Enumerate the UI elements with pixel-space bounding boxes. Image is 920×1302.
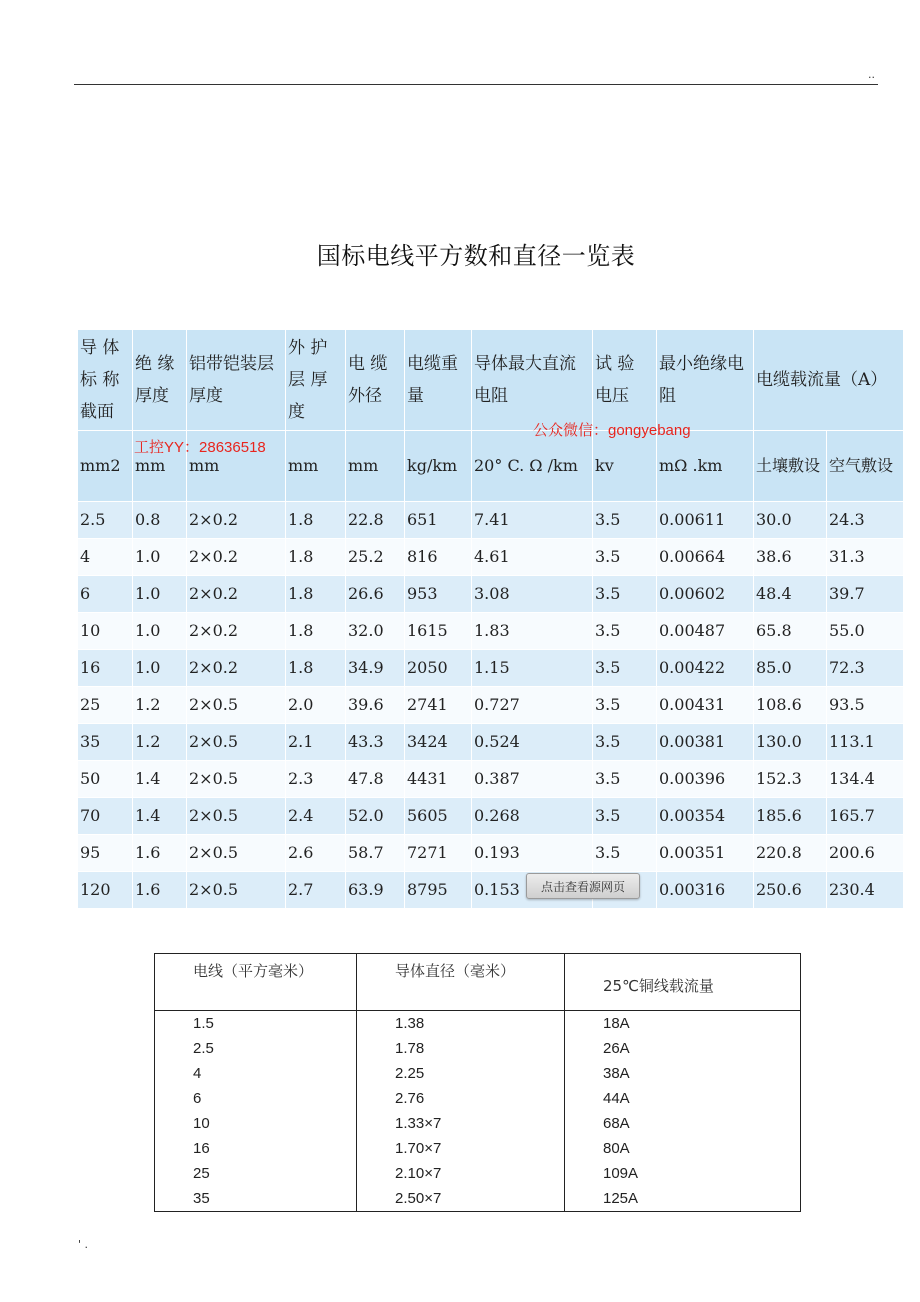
table-cell: 2×0.5 [187,798,286,835]
table-cell: 0.00316 [657,872,754,909]
table-cell: 953 [405,576,472,613]
table-cell: 1.0 [133,613,187,650]
table-cell: 2.76 [357,1086,565,1111]
table-cell: 120 [78,872,133,909]
header-cell: 电 缆 外径 [346,330,405,431]
table-cell: 230.4 [827,872,904,909]
table-cell: 2.7 [286,872,346,909]
table-row [78,613,904,650]
table-cell: 0.00431 [657,687,754,724]
unit-cell: 20° C. Ω /km [472,431,593,502]
table-cell: 26.6 [346,576,405,613]
table-row [155,1186,801,1212]
table-cell: 2×0.2 [187,539,286,576]
table-cell: 1.38 [357,1011,565,1037]
table-cell: 0.00396 [657,761,754,798]
table-cell: 0.727 [472,687,593,724]
table-cell: 1.15 [472,650,593,687]
table-cell: 43.3 [346,724,405,761]
unit-cell: 土壤敷设 [754,431,827,502]
table-cell: 2×0.5 [187,761,286,798]
cable-spec-table-image [77,329,903,909]
header-cell: 铝带铠装层厚度 [187,330,286,431]
table-cell: 2.50×7 [357,1186,565,1212]
table-row [155,1111,801,1136]
table-row [78,761,904,798]
table-cell: 8795 [405,872,472,909]
table-cell: 3424 [405,724,472,761]
table-cell: 200.6 [827,835,904,872]
table-cell: 2×0.5 [187,687,286,724]
table-cell: 0.00611 [657,502,754,539]
table-cell: 3.5 [593,835,657,872]
table-cell: 35 [155,1186,357,1212]
table-cell: 38A [565,1061,801,1086]
unit-cell: mm2 [78,431,133,502]
table-cell: 7.41 [472,502,593,539]
table-cell: 2050 [405,650,472,687]
table-row [155,1086,801,1111]
table-cell: 2×0.2 [187,650,286,687]
table-cell: 0.268 [472,798,593,835]
table-cell: 4 [155,1061,357,1086]
table-cell: 38.6 [754,539,827,576]
table-cell: 95 [78,835,133,872]
table-cell: 31.3 [827,539,904,576]
table-header-row [78,330,904,431]
header-dots: .. [868,68,875,81]
table-cell: 0.00422 [657,650,754,687]
table-cell: 32.0 [346,613,405,650]
table-cell: 3.5 [593,576,657,613]
table-row [78,576,904,613]
table-row [78,650,904,687]
table-row [78,835,904,872]
table-cell: 3.5 [593,539,657,576]
table-cell: 39.7 [827,576,904,613]
header-cell: 外 护 层 厚 度 [286,330,346,431]
table-cell: 24.3 [827,502,904,539]
table-header-row [155,954,801,1011]
table-cell: 72.3 [827,650,904,687]
table-cell: 2.5 [155,1036,357,1061]
table-row [155,1161,801,1186]
table-cell: 0.193 [472,835,593,872]
table-cell: 68A [565,1111,801,1136]
table-cell: 34.9 [346,650,405,687]
table-cell: 1615 [405,613,472,650]
table-cell: 220.8 [754,835,827,872]
wire-diameter-table [154,953,801,1212]
table-cell: 109A [565,1161,801,1186]
table-cell: 0.00664 [657,539,754,576]
header-cell: 最小绝缘电阻 [657,330,754,431]
table-cell: 4 [78,539,133,576]
unit-cell: mΩ .km [657,431,754,502]
header-cell: 电缆载流量（A） [754,330,904,431]
table-cell: 44A [565,1086,801,1111]
table-cell: 1.33×7 [357,1111,565,1136]
header-cell: 导 体 标 称 截面 [78,330,133,431]
table-cell: 2×0.2 [187,613,286,650]
header-cell: 25℃铜线载流量 [565,954,801,1011]
table-cell: 0.00381 [657,724,754,761]
unit-cell: mm [187,431,286,502]
table-cell: 10 [78,613,133,650]
table-row [78,502,904,539]
table-cell: 3.08 [472,576,593,613]
table-cell: 1.8 [286,539,346,576]
table-cell: 2.25 [357,1061,565,1086]
table-cell: 47.8 [346,761,405,798]
table-cell: 1.8 [286,576,346,613]
table-cell: 3.5 [593,687,657,724]
table-cell: 16 [155,1136,357,1161]
table-cell: 63.9 [346,872,405,909]
unit-cell: kg/km [405,431,472,502]
table-cell: 55.0 [827,613,904,650]
table-row [78,798,904,835]
table-cell: 93.5 [827,687,904,724]
watermark-contact: 工控YY：28636518 [134,439,266,456]
table-cell: 4.61 [472,539,593,576]
table-row [155,1036,801,1061]
table-cell: 48.4 [754,576,827,613]
table-cell: 1.5 [155,1011,357,1037]
table-cell: 2.4 [286,798,346,835]
table-cell: 3.5 [593,798,657,835]
table-cell: 4431 [405,761,472,798]
table-cell: 52.0 [346,798,405,835]
table-cell: 30.0 [754,502,827,539]
table-row [78,872,904,909]
table-cell: 0.00354 [657,798,754,835]
table-cell: 2.0 [286,687,346,724]
footer-marks: ' . [78,1238,89,1251]
table-cell: 58.7 [346,835,405,872]
table-cell: 6 [155,1086,357,1111]
cable-spec-table [77,329,904,909]
table-cell: 2.1 [286,724,346,761]
unit-cell: 空气敷设 [827,431,904,502]
table-cell: 1.4 [133,761,187,798]
table-row [78,724,904,761]
table-cell: 25.2 [346,539,405,576]
table-cell: 2.10×7 [357,1161,565,1186]
table-cell: 2.3 [286,761,346,798]
view-source-button[interactable]: 点击查看源网页 [526,873,640,899]
header-cell: 电缆重量 [405,330,472,431]
table-cell: 39.6 [346,687,405,724]
header-cell: 电线（平方毫米） [155,954,357,1011]
header-rule [74,84,878,85]
table-cell: 1.4 [133,798,187,835]
header-cell: 试 验 电压 [593,330,657,431]
header-cell: 导体最大直流电阻 [472,330,593,431]
unit-cell: mm [346,431,405,502]
table-cell: 25 [155,1161,357,1186]
table-cell: 3.5 [593,502,657,539]
table-cell: 2741 [405,687,472,724]
table-cell: 1.70×7 [357,1136,565,1161]
table-cell: 0.524 [472,724,593,761]
table-cell: 3.5 [593,613,657,650]
table-row [155,1136,801,1161]
unit-cell: kv [593,431,657,502]
table-cell: 18A [565,1011,801,1037]
table-cell: 1.2 [133,724,187,761]
unit-cell: mm [133,431,187,502]
table-cell: 152.3 [754,761,827,798]
table-row [155,1011,801,1037]
table-cell: 16 [78,650,133,687]
table-row [155,1061,801,1086]
table-cell: 651 [405,502,472,539]
table-cell: 1.0 [133,576,187,613]
table-cell: 125A [565,1186,801,1212]
table-cell: 0.00351 [657,835,754,872]
table-cell: 2×0.5 [187,872,286,909]
table-cell: 22.8 [346,502,405,539]
table-cell: 1.2 [133,687,187,724]
table-cell: 26A [565,1036,801,1061]
table-cell: 7271 [405,835,472,872]
table-cell: 3.5 [593,650,657,687]
table-cell: 10 [155,1111,357,1136]
table-cell: 2×0.5 [187,835,286,872]
watermark-wechat: 公众微信：gongyebang [533,422,691,439]
table-cell: 2×0.2 [187,502,286,539]
table-cell: 1.8 [286,502,346,539]
table-row [78,687,904,724]
table-cell: 2.5 [78,502,133,539]
table-cell: 1.8 [286,613,346,650]
table-cell: 3.5 [593,761,657,798]
unit-cell: mm [286,431,346,502]
table-cell: 1.6 [133,872,187,909]
table-cell: 1.83 [472,613,593,650]
table-cell: 25 [78,687,133,724]
table-cell: 130.0 [754,724,827,761]
table-cell: 65.8 [754,613,827,650]
table-cell: 113.1 [827,724,904,761]
table-cell: 250.6 [754,872,827,909]
table-cell: 0.8 [133,502,187,539]
table-cell: 5605 [405,798,472,835]
table-cell: 2×0.5 [187,724,286,761]
table-cell: 1.8 [286,650,346,687]
table-cell: 6 [78,576,133,613]
table-cell: 1.6 [133,835,187,872]
table-cell: 80A [565,1136,801,1161]
table-cell: 134.4 [827,761,904,798]
table-cell: 70 [78,798,133,835]
table-cell: 0.387 [472,761,593,798]
table-cell: 0.153 [472,872,593,909]
table-cell: 0.00602 [657,576,754,613]
table-cell: 0.00487 [657,613,754,650]
table-cell: 2.6 [286,835,346,872]
table-row [78,539,904,576]
table-cell: 165.7 [827,798,904,835]
table-cell: 816 [405,539,472,576]
table-cell: 35 [78,724,133,761]
table-cell: 1.0 [133,650,187,687]
table-cell: 85.0 [754,650,827,687]
header-cell: 导体直径（毫米） [357,954,565,1011]
table-cell: 1.78 [357,1036,565,1061]
table-cell: 185.6 [754,798,827,835]
table-cell: 50 [78,761,133,798]
table-cell: 1.0 [133,539,187,576]
page-title: 国标电线平方数和直径一览表 [316,242,636,270]
table-cell: 3.5 [593,724,657,761]
table-cell: 108.6 [754,687,827,724]
table-cell: 2×0.2 [187,576,286,613]
header-cell: 绝 缘 厚度 [133,330,187,431]
